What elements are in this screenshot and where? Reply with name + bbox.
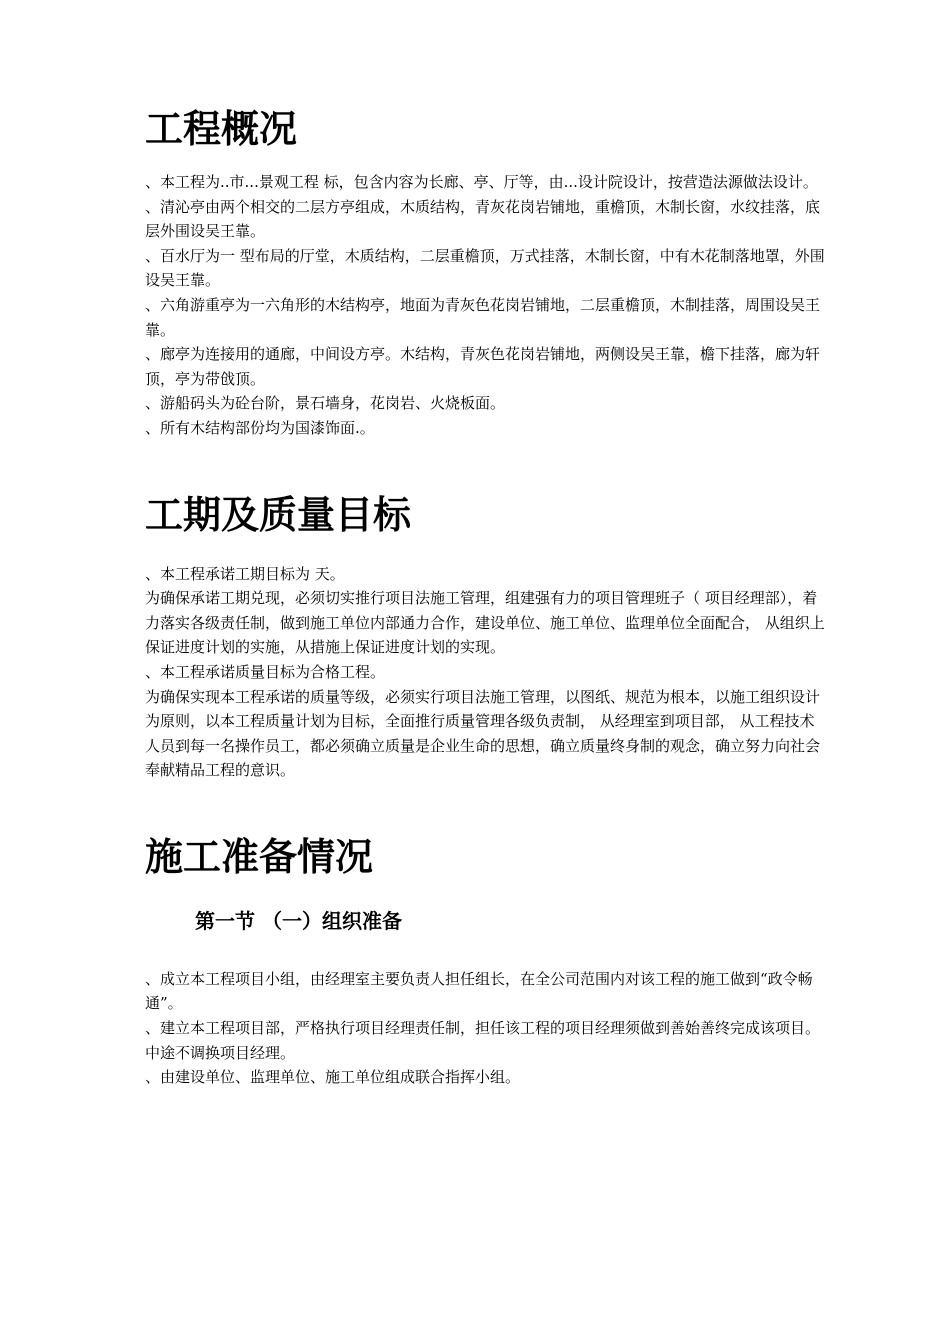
section-title-schedule-quality: 工期及质量目标 — [145, 491, 412, 537]
paragraph: 、本工程承诺质量目标为合格工程。 — [145, 662, 386, 681]
paragraph: 、本工程承诺工期目标为 天。 — [145, 564, 345, 583]
document-page — [145, 0, 825, 1090]
section-body-construction-preparation — [145, 967, 825, 1090]
paragraph: 为确保承诺工期兑现，必须切实推行项目法施工管理，组建强有力的项目管理班子（ 项目经理部），着力落实各级责任制，做到施工单位内部通力合作，建设单位、施工单位、监理单位全面配合， 从组织上保证进度计划的实施，从措施上保证进度计划的实现。 — [145, 589, 825, 657]
section-title-project-overview: 工程概况 — [145, 106, 298, 151]
paragraph: 、由建设单位、监理单位、施工单位组成联合指挥小组。 — [145, 1068, 521, 1087]
paragraph: 、本工程为..市...景观工程 标，包含内容为长廊、亭、厅等，由...设计院设计，按营造法源做法设计。 — [145, 173, 818, 191]
paragraph: 、建立本工程项目部，严格执行项目经理责任制，担任该工程的项目经理须做到善始善终完成该项目。中途不调换项目经理。 — [145, 1019, 821, 1062]
section-body-schedule-quality — [145, 562, 825, 783]
paragraph: 、六角游重亭为一六角形的木结构亭，地面为青灰色花岗岩铺地，二层重檐顶，木制挂落，周围设吴王靠。 — [145, 295, 821, 339]
paragraph: 、成立本工程项目小组，由经理室主要负责人担任组长，在全公司范围内对该工程的施工做到“政令畅通”。 — [145, 969, 813, 1013]
paragraph: 、清沁亭由两个相交的二层方亭组成，木质结构，青灰花岗岩铺地，重檐顶，木制长窗，水纹挂落，底层外围设吴王靠。 — [145, 197, 821, 241]
subsection-title-organization: 第一节 （一）组织准备 — [195, 908, 402, 933]
paragraph: 、廊亭为连接用的通廊，中间设方亭。木结构，青灰色花岗岩铺地，两侧设吴王靠，檐下挂落，廊为轩顶，亭为带戗顶。 — [145, 345, 821, 388]
paragraph: 、所有木结构部份均为国漆饰面.。 — [145, 418, 375, 437]
paragraph: 为确保实现本工程承诺的质量等级，必须实行项目法施工管理，以图纸、规范为根本，以施工组织设计为原则，以本工程质量计划为目标，全面推行质量管理各级负责制， 从经理室到项目部， 从工程技术人员到每一名操作员工，都必须确立质量是企业生命的思想，确立质量终身制的观念，确立努力向社会奉献精品工程的意识。 — [145, 687, 821, 780]
section-title-construction-preparation: 施工准备情况 — [145, 833, 374, 879]
section-body-project-overview — [145, 170, 825, 441]
paragraph: 、百水厅为一 型布局的厅堂，木质结构，二层重檐顶，万式挂落，木制长窗，中有木花制落地罩，外围设吴王靠。 — [145, 246, 825, 290]
paragraph: 、游船码头为砼台阶，景石墙身，花岗岩、火烧板面。 — [145, 394, 506, 413]
